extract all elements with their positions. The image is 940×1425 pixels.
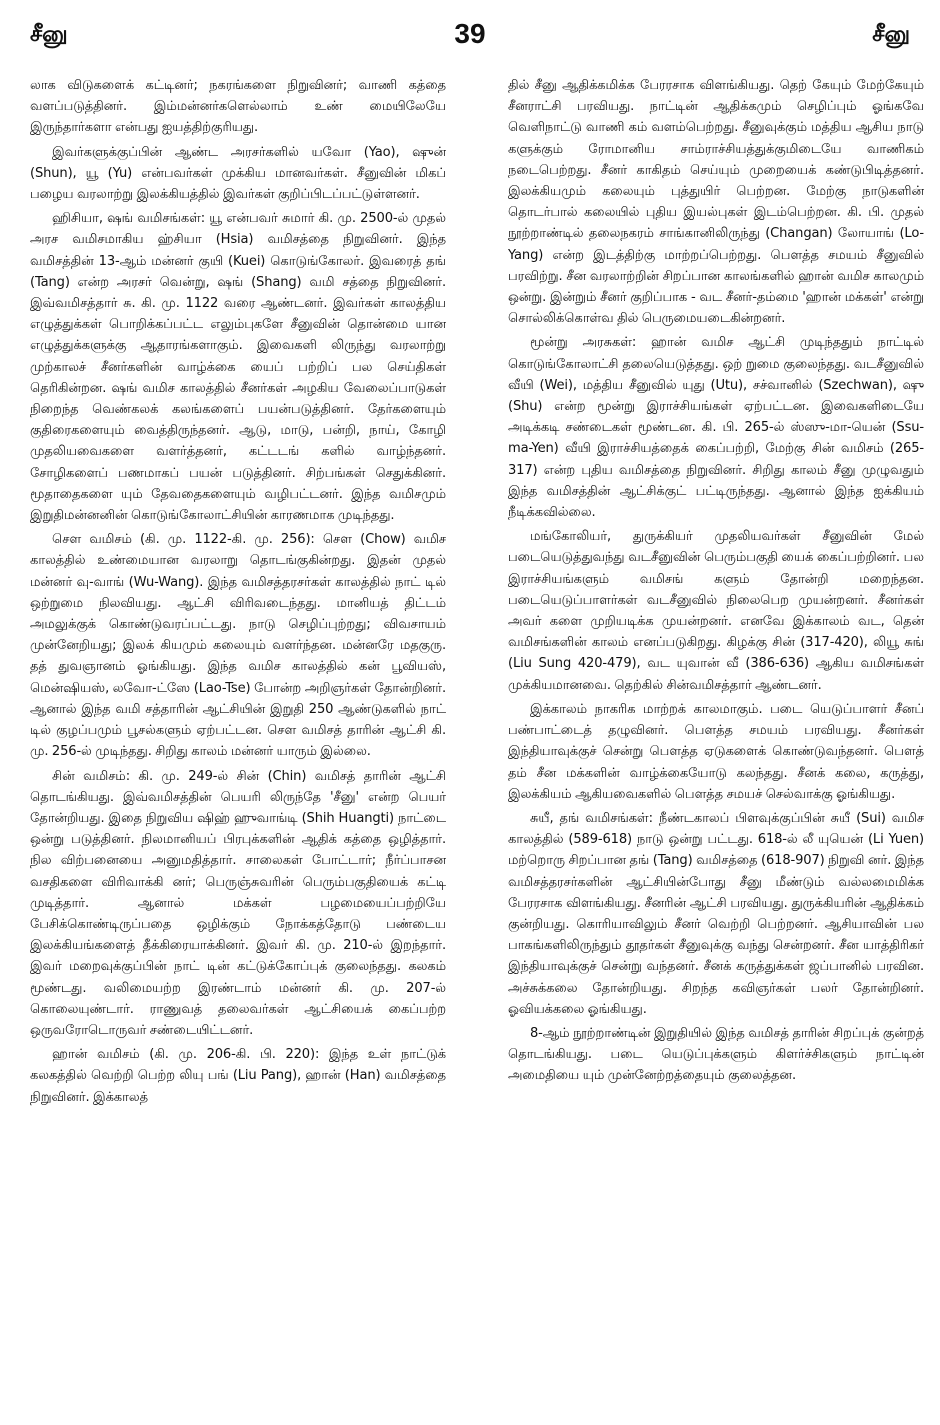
paragraph: மூன்று அரசுகள்: ஹான் வமிச ஆட்சி முடிந்ததும் நாட்டில் கொடுங்கோலாட்சி தலையெடுத்தது. ஒற் றுமை குலைந்தது. வடசீனுவில் வீயி (Wei), மத்திய சீனுவில் யுது (Utu), சச்வானில் (Szechwan), ஷு (Shu) என்ற மூன்று இராச்சியங்கள் ஏற்பட்டன. இவைகளிடையே அடிக்கடி சண்டைகள் மூண்டன. கி. பி. 265-ல் ஸ்ஸு-மா-யென் (Ssu-ma-Yen) வீயி இராச்சியத்தைக் கைப்பற்றி, மேற்கு சின் வமிசம் (265-317) என்ற புதிய வமிசத்தை நிறுவினர். சிறிது காலம் சீனு முழுவதும் இந்த வமிசத்தின் ஆட்சிக்குட் பட்டிருந்தது. ஆனால் இந்த ஐக்கியம் நீடிக்கவில்லை. [508,335,924,521]
paragraph: இக்காலம் நாகரிக மாற்றக் காலமாகும். படை யெடுப்பாளர் சீனப் பண்பாட்டைத் தழுவினர். பௌத்த சமயம் பரவியது. சீனர்கள் இந்தியாவுக்குச் சென்று பௌத்த ஏடுகளைக் கொண்டுவந்தனர். பௌத் தம் சீன மக்களின் வாழ்க்கையோடு கலந்தது. சீனக் கலை, கருத்து, இலக்கியம் ஆகியவைகளில் பௌத்த சமயச் செல்வாக்கு ஓங்கியது. [508,701,924,802]
paragraph: சுயீ, தங் வமிசங்கள்: நீண்டகாலப் பிளவுக்குப்பின் சுயீ (Sui) வமிச காலத்தில் (589-618) நாடு ஒன்று பட்டது. 618-ல் லீ யுயென் (Li Yuen) மற்றொரு சிறப்பான தங் (Tang) வமிசத்தை (618-907) நிறுவி னர். இந்த வமிசத்தரசர்களின் ஆட்சியின்போது சீனு மீண்டும் வல்லமைமிக்க பேரரசாக விளங்கியது. சீனரின் ஆட்சி பரவியது. துருக்கியரின் ஆதிக்கம் குன்றியது. கொரியாவிலும் சீனர் வெற்றி பெற்றனர். ஆசியாவின் பல பாகங்களிலிருந்தும் தூதர்கள் சீனுவுக்கு வந்து சென்றனர். சீன யாத்திரிகர் இந்தியாவுக்குச் சென்று வந்தனர். சீனக் கருத்துக்கள் ஜப்பானில் பரவின. அச்சுக்கலை தோன்றியது. சிறந்த கவிஞர்கள் பலர் தோன்றினர். ஓவியக்கலை ஓங்கியது. [508,810,924,1017]
right-column [508,75,924,1090]
paragraph: சின் வமிசம்: கி. மு. 249-ல் சின் (Chin) வமிசத் தாரின் ஆட்சி தொடங்கியது. இவ்வமிசத்தின் பெயரி லிருந்தே 'சீனு' என்ற பெயர் தோன்றியது. இதை நிறுவிய ஷிஹ் ஹுவாங்டி (Shih Huangti) நாட்டை ஒன்று படுத்தினர். நிலமானியப் பிரபுக்களின் ஆதிக் கத்தை ஒழித்தார். நில விற்பனையை அனுமதித்தார். சாலைகள் போட்டார்; நீர்ப்பாசன வசதிகளை விரிவாக்கி னர்; பெருஞ்சுவரின் பெரும்பகுதியைக் கட்டி முடித்தார். ஆனால் மக்கள் பழமையைப்பற்றியே பேசிக்கொண்டிருப்பதை ஒழிக்கும் நோக்கத்தோடு பண்டைய இலக்கியங்களைத் தீக்கிரையாக்கினர். இவர் கி. மு. 210-ல் இறந்தார். இவர் மறைவுக்குப்பின் நாட் டின் கட்டுக்கோப்புக் குலைந்தது. கலகம் மூண்டது. வலிமையற்ற இரண்டாம் மன்னர் கி. மு. 207-ல் கொலையுண்டார். ராணுவத் தலைவர்கள் ஆட்சியைக் கைப்பற்ற ஒருவரோடொருவர் சண்டையிட்டனர். [30,768,446,1038]
paragraph: ஹான் வமிசம் (கி. மு. 206-கி. பி. 220): இந்த உள் நாட்டுக் கலகத்தில் வெற்றி பெற்ற லியு பங் (Liu Pang), ஹான் (Han) வமிசத்தை நிறுவினர். இக்காலத் [30,1047,446,1105]
running-head-left: சீனு [30,22,68,47]
paragraph: மங்கோலியர், துருக்கியர் முதலியவர்கள் சீனுவின் மேல் படையெடுத்துவந்து வடசீனுவின் பெரும்பகுதி யைக் கைப்பற்றினர். பல இராச்சியங்களும் வமிசங் களும் தோன்றி மறைந்தன. படையெடுப்பாளர்கள் வடசீனுவில் நிலைபெற முயன்றனர். சீனர்கள் அவர் களை முறியடிக்க முயன்றனர். எனவே இக்காலம் வட, தென் வமிசங்களின் காலம் எனப்படுகிறது. கிழக்கு சின் (317-420), லியூ சுங் (Liu Sung 420-479), வட யுவான் வீ (386-636) ஆகிய வமிசங்கள் முக்கியமானவை. தெற்கில் சின்வமிசத்தார் ஆண்டனர். [508,529,924,693]
left-column [30,75,446,1111]
page-number: 39 [454,18,486,49]
page-header [30,18,910,58]
paragraph: லாக விடுகளைக் கட்டினர்; நகரங்களை நிறுவினர்; வாணி கத்தை வளப்படுத்தினர். இம்மன்னர்களெல்லாம் உண் மையிலேயே இருந்தார்களா என்பது ஐயத்திற்குரியது. [30,78,446,136]
paragraph: இவர்களுக்குப்பின் ஆண்ட அரசர்களில் யவோ (Yao), ஷுன் (Shun), யூ (Yu) என்பவர்கள் முக்கிய மானவர்கள். சீனுவின் மிகப் பழைய வரலாற்று இலக்கியத்தில் இவர்கள் குறிப்பிடப்பட்டுள்ளனர். [30,144,446,203]
paragraph: தில் சீனு ஆதிக்கமிக்க பேரரசாக விளங்கியது. தெற் கேயும் மேற்கேயும் சீனராட்சி பரவியது. நாட்டின் ஆதிக்கமும் செழிப்பும் ஓங்கவே வெளிநாட்டு வாணி கம் வளம்பெற்றது. சீனுவுக்கும் மத்திய ஆசிய நாடு களுக்கும் ரோமானிய சாம்ராச்சியத்துக்குமிடையே வாணிகம் நடைபெற்றது. சீனர் காகிதம் செய்யும் முறையைக் கண்டுபிடித்தனர். இலக்கியமும் கலையும் புத்துயிர் பெற்றன. மேற்கு நாடுகளின் தொடர்பால் கலையில் புதிய இயல்புகள் இடம்பெற்றன. கி. பி. முதல் நூற்றாண்டில் தலைநகரம் சாங்கானிலிருந்து (Changan) லோயாங் (Lo-Yang) என்ற இடத்திற்கு மாற்றப்பெற்றது. பௌத்த சமயம் சீனுவில் பரவிற்று. சீன வரலாற்றின் சிறப்பான காலங்களில் ஹான் வமிச காலமும் ஒன்று. இன்றும் சீனர் குறிப்பாக - வட சீனர்-தம்மை 'ஹான் மக்கள்' என்று சொல்லிக்கொள்வ தில் பெருமையடைகின்றனர். [508,78,924,327]
paragraph: 8-ஆம் நூற்றாண்டின் இறுதியில் இந்த வமிசத் தாரின் சிறப்புக் குன்றத் தொடங்கியது. படை யெடுப்புக்களும் கிளர்ச்சிகளும் நாட்டின் அமைதியை யும் முன்னேற்றத்தையும் குலைத்தன. [508,1025,924,1084]
running-head-right: சீனு [872,22,910,47]
paragraph: ஹிசியா, ஷங் வமிசங்கள்: யூ என்பவர் சுமார் கி. மு. 2500-ல் முதல் அரச வமிசமாகிய ஹ்சியா (Hsia) வமிசத்தை நிறுவினர். இந்த வமிசத்தின் 13-ஆம் மன்னர் குயி (Kuei) கொடுங்கோலர். இவரைத் தங் (Tang) என்ற அரசர் வென்று, ஷங் (Shang) வமி சத்தை நிறுவினர். இவ்வமிசத்தார் சு. கி. மு. 1122 வரை ஆண்டனர். இவர்கள் காலத்திய எழுத்துக்கள் பொறிக்கப்பட்ட எலும்புகளே சீனுவின் தொன்மை யான எழுத்துக்களுக்கு ஆதாரங்களாகும். இவைகளி லிருந்து வரலாற்று முற்காலச் சீனர்களின் வாழ்க்கை யைப் பற்றிப் பல செய்திகள் தெரிகின்றன. ஷங் வமிச காலத்தில் சீனர்கள் அழகிய வேலைப்பாடுகள் நிறைந்த வெண்கலக் கலங்களைப் பயன்படுத்தினர். தேர்களையும் குதிரைகளையும் வைத்திருந்தனர். ஆடு, மாடு, பன்றி, நாய், கோழி முதலியவைகளை வளர்த்தனர், கட்டடங் களில் வாழ்ந்தனர். சோழிகளைப் பணமாகப் பயன் படுத்தினர். சிற்பங்கள் செதுக்கினர். மூதாதைகளை யும் தேவதைகளையும் வழிபட்டனர். இந்த வமிசமும் இறுதிமன்னனின் கொடுங்கோலாட்சியின் காரணமாக முடிந்தது. [30,211,446,524]
paragraph: சௌ வமிசம் (கி. மு. 1122-கி. மு. 256): சௌ (Chow) வமிச காலத்தில் உண்மையான வரலாறு தொடங்குகின்றது. இதன் முதல் மன்னர் வு-வாங் (Wu-Wang). இந்த வமிசத்தரசர்கள் காலத்தில் நாட் டில் ஒற்றுமை நிலவியது. ஆட்சி விரிவடைந்தது. மானியத் திட்டம் அமலுக்குக் கொண்டுவரப்பட்டது. நாடு செழிப்புற்றது; விவசாயம் முன்னேறியது; இலக் கியமும் கலையும் வளர்ந்தன. மன்னரே மதகுரு. தத் துவஞானம் ஓங்கியது. இந்த வமிச காலத்தில் கன் பூவியஸ், மென்ஷியஸ், லவோ-ட்ஸே (Lao-Tse) போன்ற அறிஞர்கள் தோன்றினர். ஆனால் இந்த வமி சத்தாரின் ஆட்சியின் இறுதி 250 ஆண்டுகளில் நாட் டில் குழப்பமும் பூசல்களும் ஏற்பட்டன. சௌ வமிசத் தாரின் ஆட்சி கி. மு. 256-ல் முடிந்தது. சிறிது காலம் மன்னர் யாரும் இல்லை. [30,532,446,760]
